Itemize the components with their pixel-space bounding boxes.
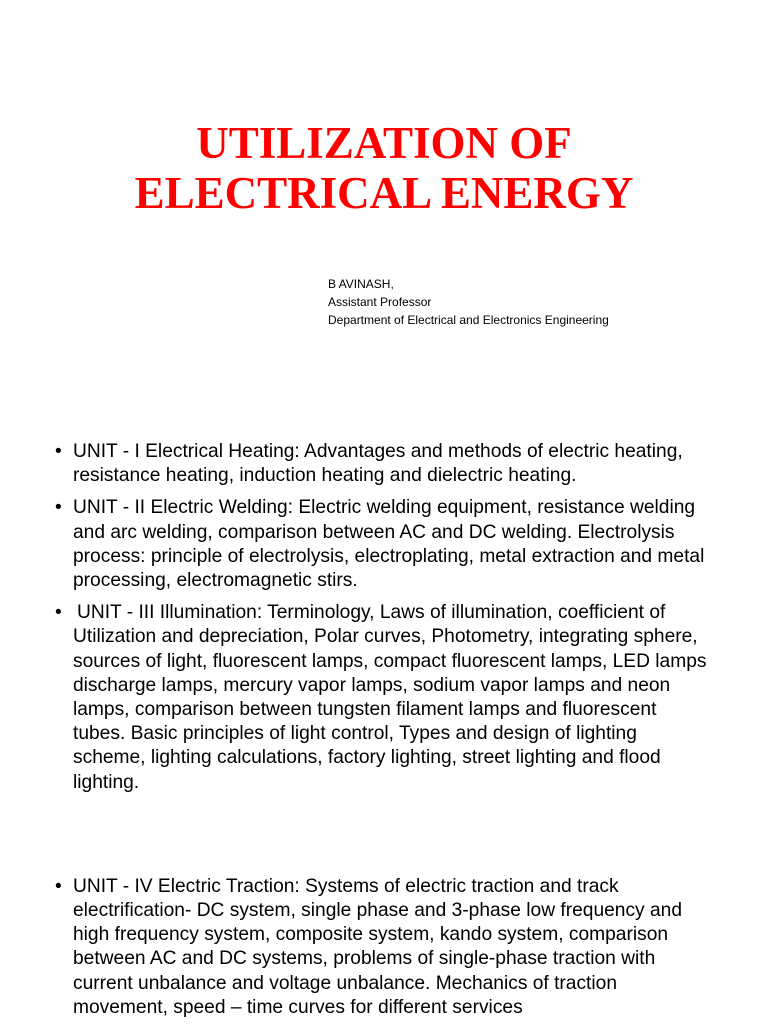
bullet-icon: • [55, 875, 62, 897]
unit-3-text: UNIT - III Illumination: Terminology, Laws of illumination, coefficient of Utilization and depreciation, Polar curves, Photometry, integrating sphere, sources of light, fluorescent lamps, compact fluorescent lamps, LED lamps discharge lamps, mercury vapor lamps, sodium vapor lamps and neon lamps, comparison between tungsten filament lamps and fluorescent tubes. Basic principles of light control, Types and design of lighting scheme, lighting calculations, factory lighting, street lighting and flood lighting. [73, 602, 707, 793]
unit-4-text: UNIT - IV Electric Traction: Systems of electric traction and track electrification- DC system, single phase and 3-phase low frequency and high frequency system, composite system, kando system, comparison between AC and DC systems, problems of single-phase traction with current unbalance and voltage unbalance. Mechanics of traction movement, speed – time curves for different services [73, 875, 682, 1018]
title-line-1: UTILIZATION OF [196, 118, 572, 168]
bullet-icon: • [55, 441, 62, 462]
bullet-icon: • [55, 602, 62, 624]
author-name: B AVINASH, [328, 277, 394, 291]
list-item [55, 601, 713, 795]
author-department: Department of Electrical and Electronics Engineering [328, 313, 609, 327]
unit-1-text: UNIT - I Electrical Heating: Advantages and methods of electric heating, resistance heating, induction heating and dielectric heating. [73, 441, 683, 487]
author-block [328, 275, 609, 329]
syllabus-unit-list [55, 440, 713, 1028]
title-line-2: ELECTRICAL ENERGY [134, 168, 634, 218]
unit-2-text: UNIT - II Electric Welding: Electric welding equipment, resistance welding and arc welding, comparison between AC and DC welding. Electrolysis process: principle of electrolysis, electroplating, metal extraction and metal processing, electromagnetic stirs. [73, 497, 705, 592]
document-title [0, 118, 768, 218]
bullet-icon: • [55, 497, 62, 519]
list-item [55, 875, 713, 1020]
list-item [55, 496, 713, 593]
list-item [55, 440, 713, 488]
author-position: Assistant Professor [328, 295, 432, 309]
